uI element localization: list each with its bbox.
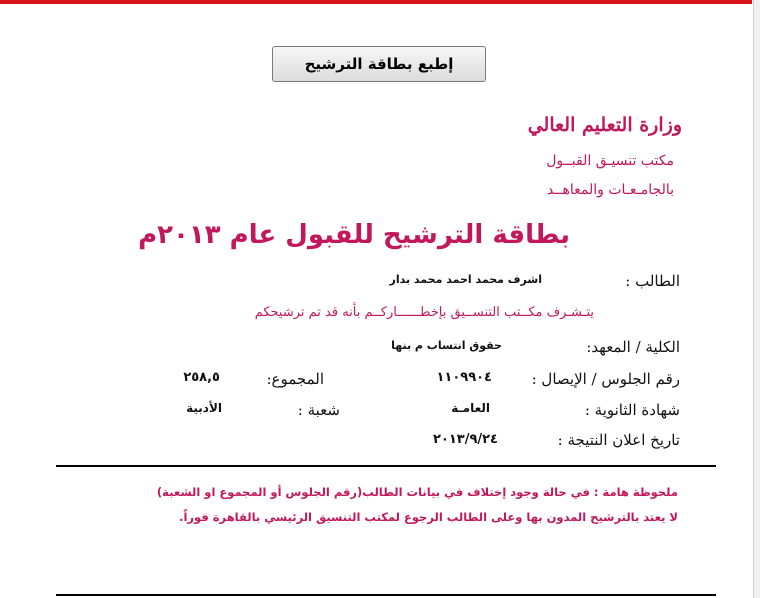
seat-number-label: رقم الجلوس / الإيصال : [531, 370, 680, 388]
separator-line-top [56, 465, 716, 467]
separator-line-bottom [56, 594, 716, 596]
result-date-label: تاريخ اعلان النتيجة : [557, 431, 680, 449]
certificate-value: العامـة [451, 401, 490, 415]
top-red-bar [0, 0, 752, 4]
ministry-title: وزارة التعليم العالي [527, 114, 682, 136]
student-label: الطالب : [625, 272, 680, 290]
seat-number-value: ١١٠٩٩٠٤ [436, 370, 492, 385]
office-line-1: مكتب تنسيـق القبــول [546, 153, 674, 169]
total-score-value: ٢٥٨,٥ [183, 370, 220, 385]
result-date-value: ٢٠١٣/٩/٢٤ [432, 432, 498, 447]
branch-value: الأدبية [186, 401, 222, 415]
branch-label: شعبة : [297, 401, 340, 419]
student-name: اشرف محمد احمد محمد بدار [389, 273, 542, 286]
card-title: بطاقة الترشيح للقبول عام ٢٠١٣م [138, 220, 570, 250]
important-note-line-2: لا يعتد بالترشيح المدون بها وعلى الطالب الرجوع لمكتب التنسيق الرئيسي بالقاهرة فوراً. [179, 510, 678, 524]
print-card-button[interactable]: إطبع بطاقة الترشيح [272, 46, 486, 82]
important-note-line-1: ملحوظة هامة : في حالة وجود إختلاف في بيانات الطالب(رقم الجلوس أو المجموع او الشعبة) [156, 485, 678, 499]
office-line-2: بالجامـعـات والمعاهــد [546, 182, 674, 198]
faculty-label: الكلية / المعهد: [586, 338, 680, 356]
certificate-label: شهادة الثانوية : [584, 401, 680, 419]
nomination-notice: يتـشـرف مكــتب التنســيق بإخطــــــاركــم بأنه قد تم ترشيحكم [254, 305, 594, 320]
total-score-label: المجموع: [266, 370, 324, 388]
faculty-value: حقوق انتساب م بنها [391, 339, 502, 352]
vertical-scrollbar[interactable] [753, 0, 760, 598]
